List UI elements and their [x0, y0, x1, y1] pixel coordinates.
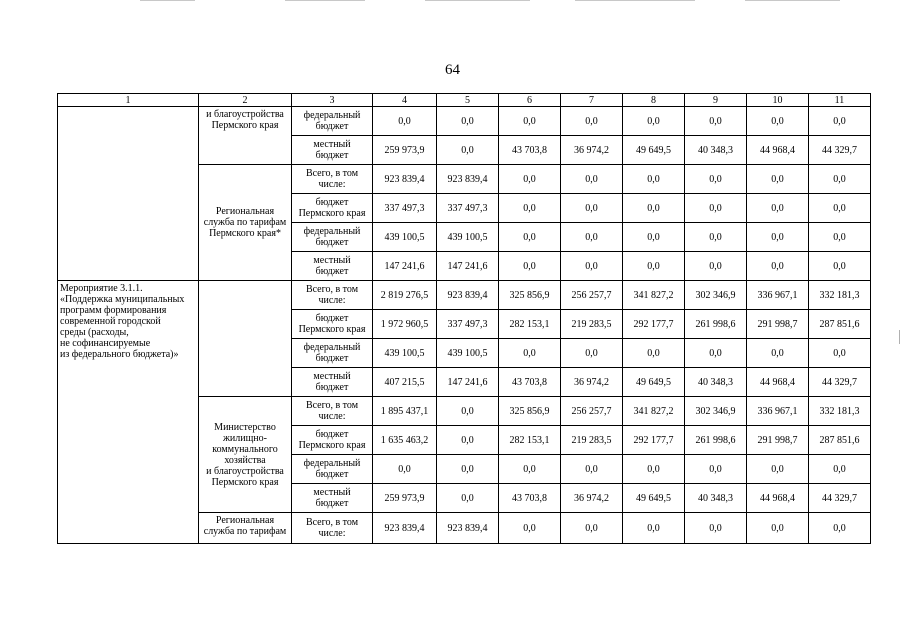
value-cell: 49 649,5	[623, 368, 685, 397]
value-cell: 0,0	[623, 107, 685, 136]
value-cell: 43 703,8	[499, 136, 561, 165]
value-cell: 0,0	[809, 107, 871, 136]
value-cell: 2 819 276,5	[373, 281, 437, 310]
funding-source-cell: федеральный бюджет	[292, 107, 373, 136]
value-cell: 219 283,5	[561, 426, 623, 455]
value-cell: 44 329,7	[809, 136, 871, 165]
value-cell: 44 968,4	[747, 484, 809, 513]
value-cell: 0,0	[809, 455, 871, 484]
scan-side-mark	[899, 330, 900, 344]
funding-source-cell: бюджет Пермского края	[292, 310, 373, 339]
value-cell: 0,0	[623, 194, 685, 223]
scan-edge-line	[745, 0, 840, 1]
value-cell: 0,0	[747, 194, 809, 223]
value-cell: 337 497,3	[437, 310, 499, 339]
value-cell: 259 973,9	[373, 484, 437, 513]
executor-cell: Региональная служба по тарифам Пермского края*	[199, 165, 292, 281]
value-cell: 292 177,7	[623, 310, 685, 339]
column-header: 2	[199, 94, 292, 107]
value-cell: 336 967,1	[747, 397, 809, 426]
value-cell: 407 215,5	[373, 368, 437, 397]
funding-source-cell: местный бюджет	[292, 136, 373, 165]
page-number: 64	[445, 62, 460, 78]
value-cell: 0,0	[561, 339, 623, 368]
value-cell: 0,0	[437, 107, 499, 136]
value-cell: 0,0	[623, 165, 685, 194]
value-cell: 0,0	[747, 455, 809, 484]
value-cell: 49 649,5	[623, 136, 685, 165]
value-cell: 0,0	[747, 339, 809, 368]
value-cell: 923 839,4	[437, 513, 499, 544]
funding-source-cell: федеральный бюджет	[292, 223, 373, 252]
value-cell: 332 181,3	[809, 397, 871, 426]
value-cell: 43 703,8	[499, 368, 561, 397]
value-cell: 287 851,6	[809, 310, 871, 339]
value-cell: 0,0	[685, 339, 747, 368]
value-cell: 325 856,9	[499, 281, 561, 310]
value-cell: 256 257,7	[561, 397, 623, 426]
value-cell: 0,0	[561, 223, 623, 252]
funding-source-cell: бюджет Пермского края	[292, 426, 373, 455]
value-cell: 0,0	[499, 223, 561, 252]
value-cell: 0,0	[809, 339, 871, 368]
value-cell: 439 100,5	[373, 339, 437, 368]
column-header: 9	[685, 94, 747, 107]
value-cell: 291 998,7	[747, 310, 809, 339]
value-cell: 0,0	[499, 513, 561, 544]
value-cell: 256 257,7	[561, 281, 623, 310]
value-cell: 0,0	[437, 397, 499, 426]
value-cell: 0,0	[623, 252, 685, 281]
value-cell: 0,0	[623, 513, 685, 544]
value-cell: 0,0	[437, 426, 499, 455]
value-cell: 0,0	[747, 107, 809, 136]
value-cell: 44 329,7	[809, 368, 871, 397]
value-cell: 147 241,6	[437, 252, 499, 281]
funding-source-cell: Всего, в том числе:	[292, 397, 373, 426]
value-cell: 40 348,3	[685, 484, 747, 513]
value-cell: 0,0	[561, 513, 623, 544]
value-cell: 302 346,9	[685, 397, 747, 426]
value-cell: 0,0	[437, 136, 499, 165]
funding-source-cell: бюджет Пермского края	[292, 194, 373, 223]
value-cell: 0,0	[437, 484, 499, 513]
value-cell: 40 348,3	[685, 136, 747, 165]
value-cell: 44 968,4	[747, 136, 809, 165]
column-header: 3	[292, 94, 373, 107]
value-cell: 337 497,3	[373, 194, 437, 223]
table-row	[58, 107, 871, 136]
funding-source-cell: Всего, в том числе:	[292, 281, 373, 310]
value-cell: 0,0	[561, 194, 623, 223]
value-cell: 147 241,6	[437, 368, 499, 397]
column-header: 10	[747, 94, 809, 107]
value-cell: 282 153,1	[499, 426, 561, 455]
value-cell: 0,0	[809, 165, 871, 194]
value-cell: 0,0	[437, 455, 499, 484]
funding-source-cell: местный бюджет	[292, 368, 373, 397]
value-cell: 439 100,5	[373, 223, 437, 252]
table-row	[58, 281, 871, 310]
value-cell: 332 181,3	[809, 281, 871, 310]
value-cell: 44 329,7	[809, 484, 871, 513]
value-cell: 302 346,9	[685, 281, 747, 310]
value-cell: 0,0	[561, 455, 623, 484]
value-cell: 0,0	[499, 107, 561, 136]
budget-table	[57, 93, 871, 544]
funding-source-cell: местный бюджет	[292, 484, 373, 513]
value-cell: 49 649,5	[623, 484, 685, 513]
column-header: 1	[58, 94, 199, 107]
value-cell: 0,0	[373, 455, 437, 484]
executor-cell: и благоустройства Пермского края	[199, 107, 292, 165]
value-cell: 0,0	[809, 223, 871, 252]
value-cell: 0,0	[561, 252, 623, 281]
value-cell: 0,0	[623, 339, 685, 368]
value-cell: 0,0	[685, 107, 747, 136]
value-cell: 36 974,2	[561, 484, 623, 513]
value-cell: 0,0	[561, 107, 623, 136]
value-cell: 0,0	[809, 252, 871, 281]
value-cell: 0,0	[685, 252, 747, 281]
value-cell: 259 973,9	[373, 136, 437, 165]
header-row	[58, 94, 871, 107]
value-cell: 336 967,1	[747, 281, 809, 310]
value-cell: 923 839,4	[373, 513, 437, 544]
scan-edge-line	[575, 0, 695, 1]
value-cell: 0,0	[685, 194, 747, 223]
column-header: 6	[499, 94, 561, 107]
value-cell: 261 998,6	[685, 426, 747, 455]
value-cell: 1 895 437,1	[373, 397, 437, 426]
value-cell: 282 153,1	[499, 310, 561, 339]
value-cell: 0,0	[499, 455, 561, 484]
column-header: 4	[373, 94, 437, 107]
column-header: 5	[437, 94, 499, 107]
value-cell: 0,0	[685, 513, 747, 544]
value-cell: 341 827,2	[623, 281, 685, 310]
executor-cell	[199, 281, 292, 397]
value-cell: 0,0	[499, 165, 561, 194]
value-cell: 36 974,2	[561, 136, 623, 165]
value-cell: 292 177,7	[623, 426, 685, 455]
value-cell: 439 100,5	[437, 223, 499, 252]
value-cell: 0,0	[499, 339, 561, 368]
executor-cell: Региональная служба по тарифам	[199, 513, 292, 544]
column-header: 7	[561, 94, 623, 107]
value-cell: 0,0	[623, 455, 685, 484]
value-cell: 0,0	[373, 107, 437, 136]
scan-edge-line	[425, 0, 530, 1]
funding-source-cell: федеральный бюджет	[292, 455, 373, 484]
budget-table-body	[58, 94, 871, 544]
value-cell: 44 968,4	[747, 368, 809, 397]
value-cell: 219 283,5	[561, 310, 623, 339]
value-cell: 0,0	[685, 223, 747, 252]
funding-source-cell: местный бюджет	[292, 252, 373, 281]
value-cell: 337 497,3	[437, 194, 499, 223]
funding-source-cell: Всего, в том числе:	[292, 165, 373, 194]
value-cell: 923 839,4	[373, 165, 437, 194]
value-cell: 0,0	[685, 165, 747, 194]
value-cell: 0,0	[747, 252, 809, 281]
value-cell: 0,0	[809, 513, 871, 544]
value-cell: 0,0	[747, 165, 809, 194]
value-cell: 0,0	[561, 165, 623, 194]
value-cell: 291 998,7	[747, 426, 809, 455]
column-header: 8	[623, 94, 685, 107]
value-cell: 261 998,6	[685, 310, 747, 339]
value-cell: 923 839,4	[437, 281, 499, 310]
value-cell: 1 635 463,2	[373, 426, 437, 455]
value-cell: 40 348,3	[685, 368, 747, 397]
value-cell: 0,0	[747, 513, 809, 544]
scan-edge-line	[285, 0, 365, 1]
value-cell: 341 827,2	[623, 397, 685, 426]
value-cell: 36 974,2	[561, 368, 623, 397]
funding-source-cell: федеральный бюджет	[292, 339, 373, 368]
value-cell: 0,0	[685, 455, 747, 484]
measure-cell	[58, 107, 199, 281]
value-cell: 439 100,5	[437, 339, 499, 368]
value-cell: 0,0	[499, 194, 561, 223]
value-cell: 287 851,6	[809, 426, 871, 455]
value-cell: 1 972 960,5	[373, 310, 437, 339]
value-cell: 923 839,4	[437, 165, 499, 194]
executor-cell: Министерство жилищно- коммунального хозяйства и благоустройства Пермского края	[199, 397, 292, 513]
value-cell: 43 703,8	[499, 484, 561, 513]
value-cell: 0,0	[747, 223, 809, 252]
measure-cell: Мероприятие 3.1.1. «Поддержка муниципальных программ формирования современной городской среды (расходы, не софинансируемые из федерального бюджета)»	[58, 281, 199, 544]
value-cell: 0,0	[499, 252, 561, 281]
value-cell: 325 856,9	[499, 397, 561, 426]
column-header: 11	[809, 94, 871, 107]
scan-edge-line	[140, 0, 195, 1]
value-cell: 0,0	[623, 223, 685, 252]
value-cell: 0,0	[809, 194, 871, 223]
value-cell: 147 241,6	[373, 252, 437, 281]
funding-source-cell: Всего, в том числе:	[292, 513, 373, 544]
